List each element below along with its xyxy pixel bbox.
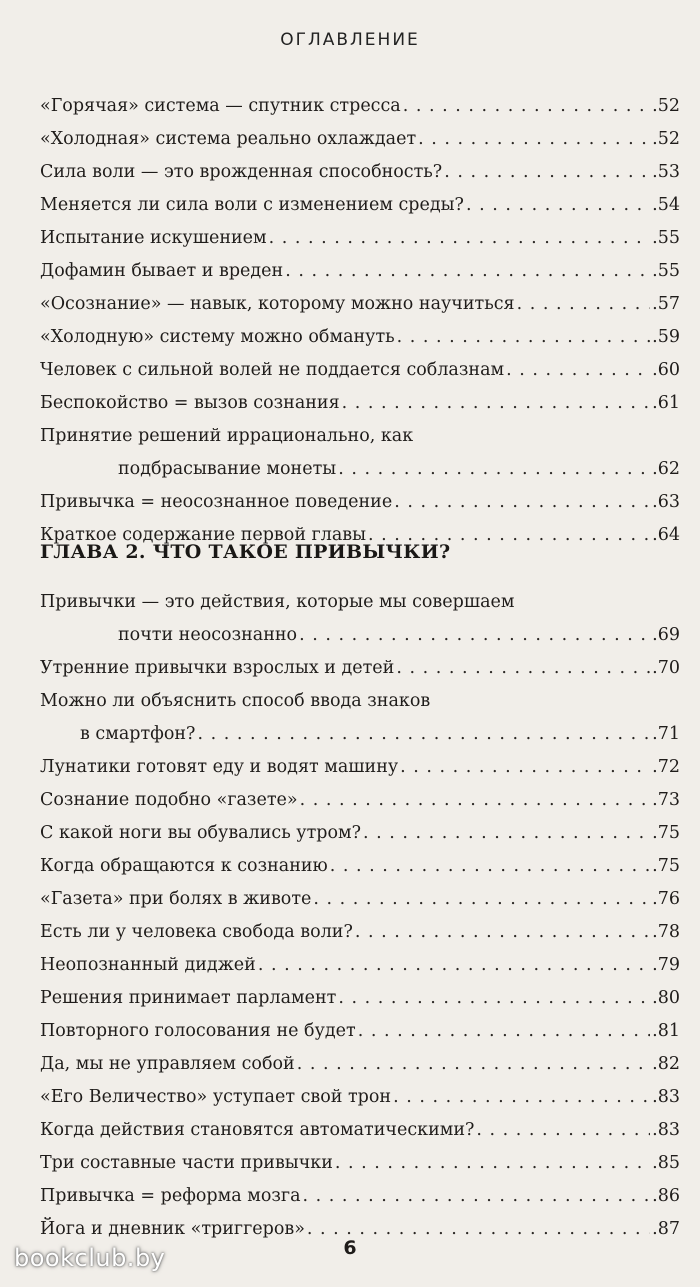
page-number: 6 (343, 1237, 357, 1259)
entry-page: .76 (652, 889, 680, 909)
entry-title-line-2: почти неосознанно (118, 625, 298, 645)
leader-dots (400, 751, 650, 784)
entry-page: .71 (652, 724, 680, 744)
entry-page: .63 (652, 492, 680, 512)
entry-page: .72 (652, 757, 680, 777)
entry-page: .54 (652, 195, 680, 215)
toc-entry[interactable] (40, 652, 680, 685)
entry-page: .87 (652, 1219, 680, 1239)
entry-title: Сознание подобно «газете» (40, 790, 298, 810)
leader-dots (313, 883, 650, 916)
leader-dots (466, 189, 650, 222)
entry-page: .55 (652, 228, 680, 248)
toc-entry[interactable] (40, 1081, 680, 1114)
running-head: ОГЛАВЛЕНИЕ (280, 30, 420, 50)
entry-title: Да, мы не управляем собой (40, 1054, 295, 1074)
toc-entry[interactable] (40, 222, 680, 255)
leader-dots (300, 784, 651, 817)
entry-page: .59 (652, 327, 680, 347)
entry-title: Дофамин бывает и вреден (40, 261, 284, 281)
entry-page: .69 (652, 625, 680, 645)
toc-entry[interactable] (40, 1180, 680, 1213)
leader-dots (335, 1147, 650, 1180)
toc-entry[interactable] (40, 916, 680, 949)
entry-title: Когда обращаются к сознанию (40, 856, 328, 876)
entry-title: Три составные части привычки (40, 1153, 333, 1173)
toc-entry[interactable] (40, 850, 680, 883)
leader-dots (303, 1180, 651, 1213)
toc-entry[interactable] (40, 387, 680, 420)
leader-dots (444, 156, 650, 189)
toc-entry[interactable] (40, 883, 680, 916)
entry-page: .83 (652, 1120, 680, 1140)
entry-page: .78 (652, 922, 680, 942)
entry-title: «Осознание» — навык, которому можно научиться (40, 294, 515, 314)
toc-entry-multiline[interactable] (40, 685, 680, 751)
entry-title: Краткое содержание первой главы (40, 525, 367, 545)
leader-dots (330, 850, 650, 883)
toc-entry[interactable] (40, 321, 680, 354)
toc-entry[interactable] (40, 288, 680, 321)
entry-page: .60 (652, 360, 680, 380)
entry-title: Сила воли — это врожденная способность? (40, 162, 443, 182)
leader-dots (517, 288, 651, 321)
leader-dots (338, 982, 650, 1015)
entry-page: .80 (652, 988, 680, 1008)
toc-entry[interactable] (40, 784, 680, 817)
toc-entry[interactable] (40, 751, 680, 784)
toc-entry[interactable] (40, 90, 680, 123)
toc-section-1 (40, 90, 680, 552)
entry-title: Утренние привычки взрослых и детей (40, 658, 395, 678)
entry-title: Привычка = реформа мозга (40, 1186, 301, 1206)
entry-title: Привычка = неосознанное поведение (40, 492, 393, 512)
toc-entry[interactable] (40, 486, 680, 519)
entry-title: Повторного голосования не будет (40, 1021, 356, 1041)
chapter-heading[interactable]: ГЛАВА 2. ЧТО ТАКОЕ ПРИВЫЧКИ? (40, 541, 451, 563)
entry-page: .62 (652, 459, 680, 479)
leader-dots (403, 90, 650, 123)
leader-dots (397, 321, 650, 354)
entry-page: .86 (652, 1186, 680, 1206)
toc-entry[interactable] (40, 1015, 680, 1048)
leader-dots (297, 1048, 650, 1081)
leader-dots (355, 916, 650, 949)
entry-title: Беспокойство = вызов сознания (40, 393, 340, 413)
toc-entry[interactable] (40, 354, 680, 387)
entry-page: .53 (652, 162, 680, 182)
leader-dots (363, 817, 650, 850)
leader-dots (269, 222, 651, 255)
toc-entry[interactable] (40, 982, 680, 1015)
leader-dots (299, 619, 650, 652)
entry-title: «Газета» при болях в животе (40, 889, 312, 909)
entry-page: .64 (652, 525, 680, 545)
toc-entry[interactable] (40, 156, 680, 189)
entry-title: Когда действия становятся автоматическими? (40, 1120, 475, 1140)
toc-entry[interactable] (40, 189, 680, 222)
entry-title-line-2: подбрасывание монеты (118, 459, 337, 479)
entry-page: .52 (652, 129, 680, 149)
entry-page: .75 (652, 856, 680, 876)
entry-page: .73 (652, 790, 680, 810)
entry-title: Меняется ли сила воли с изменением среды? (40, 195, 464, 215)
entry-title-line-1: Привычки — это действия, которые мы совершаем (40, 592, 515, 612)
toc-entry[interactable] (40, 1114, 680, 1147)
leader-dots (393, 1081, 650, 1114)
entry-title: Есть ли у человека свобода воли? (40, 922, 353, 942)
entry-title: Лунатики готовят еду и водят машину (40, 757, 399, 777)
entry-title: Человек с сильной волей не поддается соблазнам (40, 360, 505, 380)
toc-entry-multiline[interactable] (40, 420, 680, 486)
toc-entry[interactable] (40, 949, 680, 982)
leader-dots (418, 123, 650, 156)
leader-dots (285, 255, 650, 288)
entry-page: .57 (652, 294, 680, 314)
toc-entry[interactable] (40, 1048, 680, 1081)
entry-title: «Горячая» система — спутник стресса (40, 96, 401, 116)
entry-page: .70 (652, 658, 680, 678)
entry-page: .85 (652, 1153, 680, 1173)
toc-entry[interactable] (40, 817, 680, 850)
leader-dots (338, 453, 650, 486)
entry-page: .81 (652, 1021, 680, 1041)
entry-page: .79 (652, 955, 680, 975)
entry-page: .52 (652, 96, 680, 116)
entry-title: «Холодная» система реально охлаждает (40, 129, 417, 149)
leader-dots (394, 486, 650, 519)
leader-dots (258, 949, 650, 982)
leader-dots (396, 652, 650, 685)
leader-dots (197, 718, 650, 751)
entry-page: .75 (652, 823, 680, 843)
entry-title: Йога и дневник «триггеров» (40, 1219, 305, 1239)
entry-title: Испытание искушением (40, 228, 267, 248)
entry-title: «Холодную» систему можно обмануть (40, 327, 395, 347)
leader-dots (358, 1015, 650, 1048)
toc-section-2 (40, 586, 680, 1246)
entry-page: .82 (652, 1054, 680, 1074)
entry-title: Неопознанный диджей (40, 955, 256, 975)
entry-title-line-1: Можно ли объяснить способ ввода знаков (40, 691, 431, 711)
toc-entry[interactable] (40, 255, 680, 288)
entry-page: .83 (652, 1087, 680, 1107)
toc-entry[interactable] (40, 1147, 680, 1180)
entry-page: .61 (652, 393, 680, 413)
entry-title: Решения принимает парламент (40, 988, 337, 1008)
toc-entry[interactable] (40, 123, 680, 156)
leader-dots (506, 354, 650, 387)
leader-dots (342, 387, 651, 420)
toc-entry-multiline[interactable] (40, 586, 680, 652)
entry-page: .55 (652, 261, 680, 281)
entry-title-line-2: в смартфон? (80, 724, 196, 744)
entry-title: «Его Величество» уступает свой трон (40, 1087, 392, 1107)
entry-title-line-1: Принятие решений иррационально, как (40, 426, 414, 446)
watermark: bookclub.by (14, 1244, 166, 1272)
leader-dots (476, 1114, 650, 1147)
entry-title: С какой ноги вы обувались утром? (40, 823, 361, 843)
